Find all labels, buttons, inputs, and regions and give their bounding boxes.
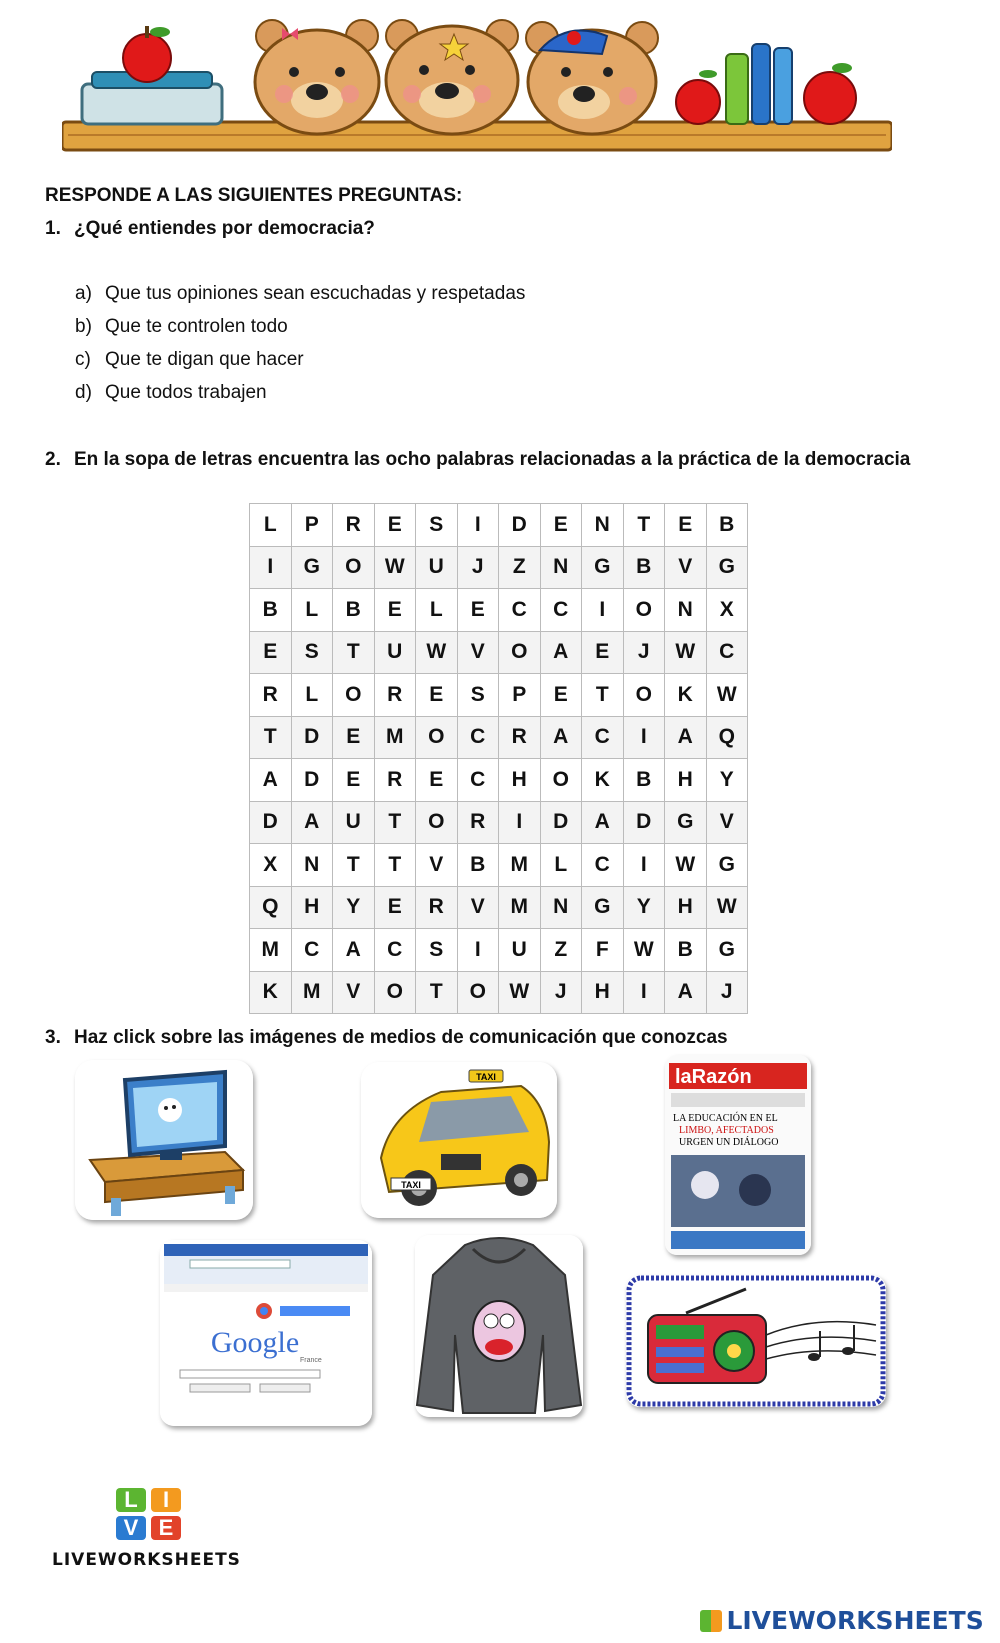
grid-cell[interactable]: C [707,632,749,675]
header-illustration [62,14,892,154]
grid-cell[interactable]: L [292,589,334,632]
grid-cell[interactable]: U [333,802,375,845]
grid-cell[interactable]: S [416,929,458,972]
taxi-plate: TAXI [401,1180,421,1190]
grid-cell[interactable]: Y [707,759,749,802]
google-region: France [300,1357,322,1364]
grid-cell[interactable]: T [416,972,458,1015]
logo-tile-v: V [116,1516,146,1540]
grid-cell[interactable]: C [292,929,334,972]
grid-cell[interactable]: B [665,929,707,972]
grid-cell[interactable]: T [375,802,417,845]
grid-cell[interactable]: U [499,929,541,972]
grid-cell[interactable]: Q [250,887,292,930]
grid-cell[interactable]: C [375,929,417,972]
grid-cell[interactable]: L [541,844,583,887]
grid-cell[interactable]: C [458,717,500,760]
grid-cell[interactable]: A [541,717,583,760]
grid-cell[interactable]: B [624,759,666,802]
grid-cell[interactable]: A [665,972,707,1015]
grid-cell[interactable]: S [416,504,458,547]
logo-tile-i: I [151,1488,181,1512]
grid-cell[interactable]: A [582,802,624,845]
question-text: En la sopa de letras encuentra las ocho palabras relacionadas a la práctica de la democracia [74,449,911,470]
grid-cell[interactable]: J [541,972,583,1015]
grid-cell[interactable]: X [707,589,749,632]
grid-cell[interactable]: M [375,717,417,760]
grid-cell[interactable]: N [292,844,334,887]
hoodie-image[interactable] [415,1235,583,1417]
grid-cell[interactable]: O [416,802,458,845]
grid-cell[interactable]: E [375,504,417,547]
grid-cell[interactable]: T [333,632,375,675]
taxi-sign: TAXI [476,1072,496,1082]
grid-cell[interactable]: C [499,589,541,632]
grid-cell[interactable]: H [665,759,707,802]
grid-cell[interactable]: N [541,547,583,590]
question-1 [45,218,375,240]
grid-cell[interactable]: R [375,674,417,717]
newspaper-headline-3: URGEN UN DIÁLOGO [679,1137,779,1148]
taxi-image[interactable] [361,1062,557,1218]
grid-cell[interactable]: W [707,887,749,930]
grid-cell[interactable]: B [707,504,749,547]
liveworksheets-logo [52,1488,272,1578]
grid-cell[interactable]: V [707,802,749,845]
grid-cell[interactable]: C [541,589,583,632]
grid-cell[interactable]: D [624,802,666,845]
grid-cell[interactable]: S [292,632,334,675]
grid-cell[interactable]: Q [707,717,749,760]
section-heading: RESPONDE A LAS SIGUIENTES PREGUNTAS: [45,185,463,206]
option-text: Que te controlen todo [105,316,288,337]
grid-cell[interactable]: O [416,717,458,760]
newspaper-masthead: laRazón [675,1066,752,1088]
grid-cell[interactable]: R [375,759,417,802]
grid-cell[interactable]: P [292,504,334,547]
grid-cell[interactable]: H [665,887,707,930]
grid-cell[interactable]: M [499,844,541,887]
grid-cell[interactable]: N [582,504,624,547]
grid-cell[interactable]: E [250,632,292,675]
option-text: Que tus opiniones sean escuchadas y respetadas [105,283,526,304]
grid-cell[interactable]: E [333,759,375,802]
footer-logo-icon [700,1610,722,1632]
option-c[interactable] [75,349,304,371]
grid-cell[interactable]: T [375,844,417,887]
question-text: ¿Qué entiendes por democracia? [74,218,375,239]
grid-cell[interactable]: R [458,802,500,845]
option-label: d) [75,382,92,403]
option-text: Que todos trabajen [105,382,267,403]
grid-cell[interactable]: T [624,504,666,547]
grid-cell[interactable]: O [333,547,375,590]
grid-cell[interactable]: B [333,589,375,632]
grid-cell[interactable]: K [582,759,624,802]
grid-cell[interactable]: O [499,632,541,675]
question-2 [45,449,910,471]
grid-cell[interactable]: C [582,844,624,887]
grid-cell[interactable]: G [707,547,749,590]
grid-cell[interactable]: P [499,674,541,717]
logo-tile-e: E [151,1516,181,1540]
grid-cell[interactable]: M [250,929,292,972]
grid-cell[interactable]: E [375,887,417,930]
grid-cell[interactable]: D [541,802,583,845]
option-text: Que te digan que hacer [105,349,304,370]
grid-cell[interactable]: B [624,547,666,590]
grid-cell[interactable]: G [665,802,707,845]
grid-cell[interactable]: E [582,632,624,675]
grid-cell[interactable]: V [416,844,458,887]
grid-cell[interactable]: H [499,759,541,802]
grid-cell[interactable]: G [292,547,334,590]
grid-cell[interactable]: U [416,547,458,590]
grid-cell[interactable]: I [458,929,500,972]
grid-cell[interactable]: O [375,972,417,1015]
grid-cell[interactable]: B [250,589,292,632]
question-number: 2. [45,449,61,470]
grid-cell[interactable]: A [333,929,375,972]
grid-cell[interactable]: E [541,674,583,717]
grid-cell[interactable]: A [250,759,292,802]
grid-cell[interactable]: H [292,887,334,930]
grid-cell[interactable]: K [665,674,707,717]
grid-cell[interactable]: O [624,674,666,717]
grid-cell[interactable]: Z [541,929,583,972]
grid-cell[interactable]: W [375,547,417,590]
grid-cell[interactable]: M [499,887,541,930]
grid-cell[interactable]: W [499,972,541,1015]
grid-cell[interactable]: M [292,972,334,1015]
grid-cell[interactable]: V [458,632,500,675]
grid-cell[interactable]: C [582,717,624,760]
radio-image[interactable] [626,1275,886,1407]
grid-cell[interactable]: A [665,717,707,760]
grid-cell[interactable]: I [582,589,624,632]
grid-cell[interactable]: Y [333,887,375,930]
grid-cell[interactable]: T [333,844,375,887]
grid-cell[interactable]: W [416,632,458,675]
question-3 [45,1027,728,1049]
grid-cell[interactable]: E [458,589,500,632]
grid-cell[interactable]: C [458,759,500,802]
option-d[interactable] [75,382,267,404]
option-label: c) [75,349,91,370]
grid-cell[interactable]: A [541,632,583,675]
question-number: 3. [45,1027,61,1048]
grid-cell[interactable]: L [250,504,292,547]
grid-cell[interactable]: W [665,844,707,887]
grid-cell[interactable]: I [499,802,541,845]
grid-cell[interactable]: I [624,717,666,760]
grid-cell[interactable]: G [582,547,624,590]
grid-cell[interactable]: O [333,674,375,717]
grid-cell[interactable]: W [665,632,707,675]
grid-cell[interactable]: E [665,504,707,547]
grid-cell[interactable]: J [458,547,500,590]
grid-cell[interactable]: R [416,887,458,930]
grid-cell[interactable]: E [416,759,458,802]
grid-cell[interactable]: L [416,589,458,632]
grid-cell[interactable]: N [541,887,583,930]
grid-cell[interactable]: D [499,504,541,547]
grid-cell[interactable]: E [541,504,583,547]
grid-cell[interactable]: I [624,972,666,1015]
grid-cell[interactable]: F [582,929,624,972]
grid-cell[interactable]: Z [499,547,541,590]
grid-cell[interactable]: G [707,929,749,972]
option-b[interactable] [75,316,288,338]
grid-cell[interactable]: J [707,972,749,1015]
grid-cell[interactable]: D [292,759,334,802]
grid-cell[interactable]: V [458,887,500,930]
grid-cell[interactable]: Y [624,887,666,930]
grid-cell[interactable]: R [499,717,541,760]
grid-cell[interactable]: T [582,674,624,717]
newspaper-headline-1: LA EDUCACIÓN EN EL [673,1113,778,1124]
grid-cell[interactable]: B [458,844,500,887]
grid-cell[interactable]: R [333,504,375,547]
grid-cell[interactable]: K [250,972,292,1015]
grid-cell[interactable]: U [375,632,417,675]
grid-cell[interactable]: O [458,972,500,1015]
question-text: Haz click sobre las imágenes de medios de comunicación que conozcas [74,1027,728,1048]
grid-cell[interactable]: V [665,547,707,590]
grid-cell[interactable]: I [624,844,666,887]
grid-cell[interactable]: E [416,674,458,717]
option-label: b) [75,316,92,337]
grid-cell[interactable]: X [250,844,292,887]
grid-cell[interactable]: O [624,589,666,632]
television-image[interactable] [75,1060,253,1220]
browser-image[interactable] [160,1240,372,1426]
grid-cell[interactable]: G [707,844,749,887]
google-logo: Google [210,1326,300,1359]
grid-cell[interactable]: G [582,887,624,930]
grid-cell[interactable]: L [292,674,334,717]
grid-cell[interactable]: N [665,589,707,632]
grid-cell[interactable]: E [333,717,375,760]
newspaper-headline-2: LIMBO, AFECTADOS [679,1125,774,1136]
footer-brand-text: LIVEWORKSHEETS [726,1606,984,1635]
grid-cell[interactable]: I [458,504,500,547]
grid-cell[interactable]: R [250,674,292,717]
logo-tile-l: L [116,1488,146,1512]
grid-cell[interactable]: W [624,929,666,972]
logo-text: LIVEWORKSHEETS [52,1550,241,1570]
grid-cell[interactable]: H [582,972,624,1015]
word-search-grid[interactable] [249,503,748,1014]
question-number: 1. [45,218,61,239]
grid-cell[interactable]: D [250,802,292,845]
grid-cell[interactable]: E [375,589,417,632]
grid-cell[interactable]: S [458,674,500,717]
option-label: a) [75,283,92,304]
grid-cell[interactable]: V [333,972,375,1015]
grid-cell[interactable]: W [707,674,749,717]
newspaper-image[interactable] [665,1055,811,1255]
grid-cell[interactable]: I [250,547,292,590]
option-a[interactable] [75,283,525,305]
footer-brand [700,1606,984,1636]
grid-cell[interactable]: O [541,759,583,802]
grid-cell[interactable]: J [624,632,666,675]
grid-cell[interactable]: T [250,717,292,760]
grid-cell[interactable]: A [292,802,334,845]
grid-cell[interactable]: D [292,717,334,760]
